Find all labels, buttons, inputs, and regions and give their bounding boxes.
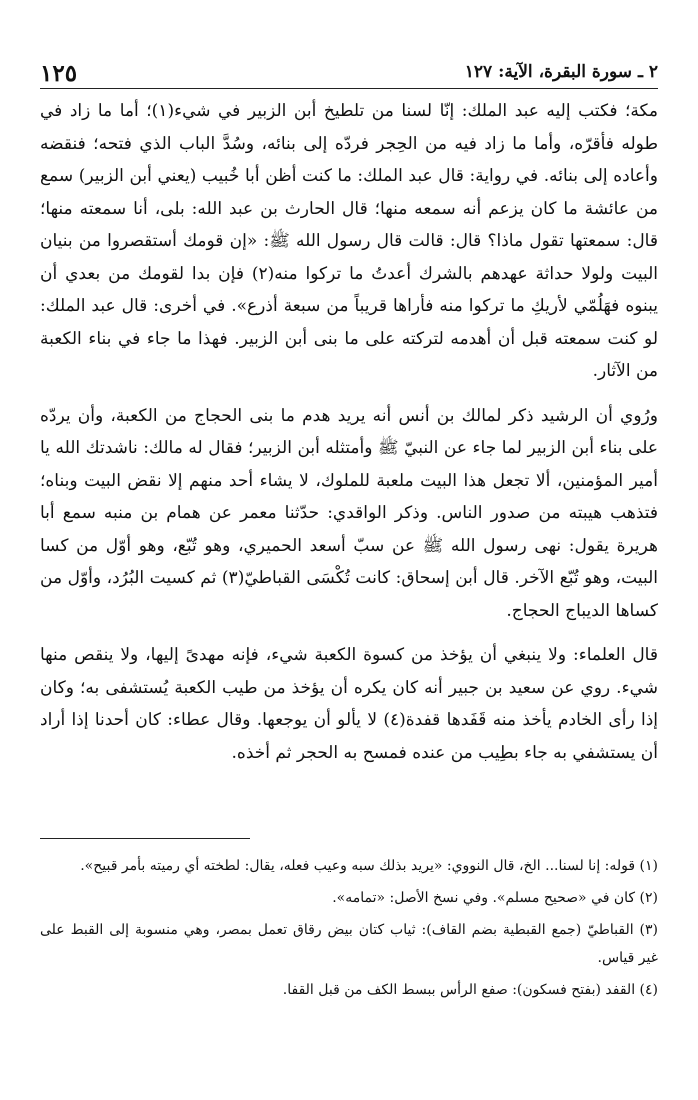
main-text [40, 95, 658, 781]
running-title: ٢ ـ سورة البقرة، الآية: ١٢٧ [464, 62, 658, 82]
paragraph: مكة؛ فكتب إليه عبد الملك: إنّا لسنا من تلطيخ أبن الزبير في شيء(١)؛ أما ما زاد في طوله فأقرّه، وأما ما زاد فيه من الحِجر فردّه إلى بنائه، وسُدَّ الباب الذي فتحه؛ فنقضه وأعاده إلى بنائه. في رواية: قال عبد الملك: ما كنت أظن أبا خُبيب (يعني أبن الزبير) سمع من عائشة ما كان يزعم أنه سمعه منها؛ قال الحارث بن عبد الله: بلى، أنا سمعته منها؛ قال: سمعتها تقول ماذا؟ قال: قالت قال رسول الله ﷺ: «إن قومك أستقصروا من بنيان البيت ولولا حداثة عهدهم بالشرك أعدتُ ما تركوا منه(٢) فإن بدا لقومك من بعدي أن يبنوه فهَلُمّي لأريكِ ما تركوا منه فأراها قريباً من سبعة أذرع». في أخرى: قال عبد الملك: لو كنت سمعته قبل أن أهدمه لتركته على ما بنى أبن الزبير. فهذا ما جاء في بناء الكعبة من الآثار. [40, 101, 659, 381]
page-number: ١٢٥ [40, 60, 78, 87]
footnote: (٣) القباطيّ (جمع القبطية بضم القاف): ثياب كتان بيض رقاق تعمل بمصر، وهي منسوبة إلى القبط على غير قياس. [40, 922, 658, 966]
paragraph: ورُوي أن الرشيد ذكر لمالك بن أنس أنه يريد هدم ما بنى الحجاج من الكعبة، وأن يردّه على بناء أبن الزبير لما جاء عن النبيّ ﷺ وأمتثله أبن الزبير؛ فقال له مالك: ناشدتك الله يا أمير المؤمنين، ألا تجعل هذا البيت ملعبة للملوك، لا يشاء أحد منهم إلا نقض البيت وبناه؛ فتذهب هيبته من صدور الناس. وذكر الواقدي: حدّثنا معمر عن همام بن منبه سمع أبا هريرة يقول: نهى رسول الله ﷺ عن سبّ أسعد الحميري، وهو تُبّع، وهو أوّل من كسا البيت، وهو تُبّع الآخر. قال أبن إسحاق: كانت تُكْسَى القباطيّ(٣) ثم كسيت البُرُد، وأوّل من كساها الديباج الحجاج. [40, 405, 658, 621]
footnote: (٤) القفد (بفتح فسكون): صفع الرأس ببسط الكف من قبل القفا. [282, 982, 658, 998]
paragraph: قال العلماء: ولا ينبغي أن يؤخذ من كسوة الكعبة شيء، فإنه مهدىً إليها، ولا ينقص منها شيء. روي عن سعيد بن جبير أنه كان يكره أن يؤخذ من طيب الكعبة يُستشفى به؛ وكان إذا رأى الخادم يأخذ منه قَفَدها قفدة(٤) لا يألو أن يوجعها. وقال عطاء: كان أحدنا إذا أراد أن يستشفي به جاء بطِيب من عنده فمسح به الحجر ثم أخذه. [40, 645, 658, 763]
page-header [40, 58, 658, 89]
footnotes [40, 852, 658, 1008]
footnote: (٢) كان في «صحيح مسلم». وفي نسخ الأصل: «تمامه». [332, 890, 658, 906]
footnote: (١) قوله: إنا لسنا... الخ، قال النووي: «يريد بذلك سبه وعيب فعله، يقال: لطخته أي رميته بأمر قبيح». [80, 858, 658, 874]
footnote-separator [40, 838, 250, 839]
